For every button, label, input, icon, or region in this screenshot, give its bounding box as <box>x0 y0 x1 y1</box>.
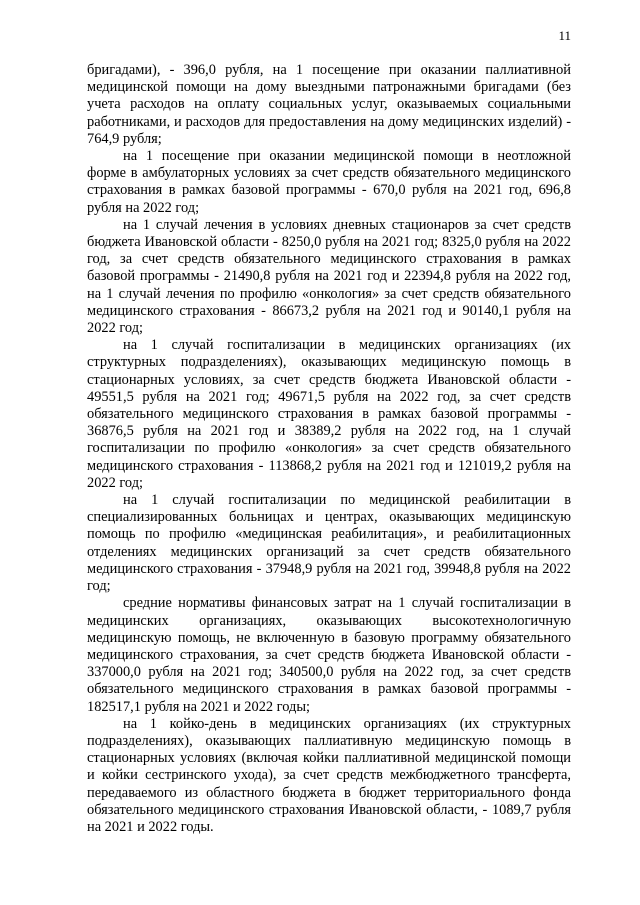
document-body <box>87 62 571 836</box>
paragraph-high-tech-care: средние нормативы финансовых затрат на 1 случай госпитализации в медицинских организациях, оказывающих высокотехнологичную медицинскую помощь, не включенную в базовую программу обязательного медицинского страхования, за счет средств бюджета Ивановской области - 337000,0 рубля на 2021 год; 340500,0 рубля на 2022 год, за счет средств обязательного медицинского страхования в рамках базовой программы - 182517,1 рубля на 2021 и 2022 годы; <box>87 595 571 715</box>
paragraph-continuation: бригадами), - 396,0 рубля, на 1 посещение при оказании паллиативной медицинской помощи на дому выездными патронажными бригадами (без учета расходов на оплату социальных услуг, оказываемых социальными работниками, и расходов для предоставления на дому медицинских изделий) - 764,9 рубля; <box>87 62 571 147</box>
paragraph-hospitalization-case: на 1 случай госпитализации в медицинских организациях (их структурных подразделениях), оказывающих медицинскую помощь в стационарных условиях, за счет средств бюджета Ивановской области - 49551,5 рубля на 2021 год; 49671,5 рубля на 2022 год, за счет средств обязательного медицинского страхования в рамках базовой программы - 36876,5 рубля на 2021 год и 38389,2 рубля на 2022 год, на 1 случай госпитализации по профилю «онкология» за счет средств обязательного медицинского страхования - 113868,2 рубля на 2021 год и 121019,2 рубля на 2022 год; <box>87 337 571 491</box>
paragraph-bed-day: на 1 койко-день в медицинских организациях (их структурных подразделениях), оказывающих паллиативную медицинскую помощь в стационарных условиях (включая койки паллиативной медицинской помощи и койки сестринского ухода), за счет средств межбюджетного трансферта, передаваемого из областного бюджета в бюджет территориального фонда обязательного медицинского страхования Ивановской области, - 1089,7 рубля на 2021 и 2022 годы. <box>87 715 571 835</box>
paragraph-day-hospital-case: на 1 случай лечения в условиях дневных стационаров за счет средств бюджета Ивановской области - 8250,0 рубля на 2021 год; 8325,0 рубля на 2022 год, за счет средств обязательного медицинского страхования в рамках базовой программы - 21490,8 рубля на 2021 год и 22394,8 рубля на 2022 год, на 1 случай лечения по профилю «онкология» за счет средств обязательного медицинского страхования - 86673,2 рубля на 2021 год и 90140,1 рубля на 2022 год; <box>87 216 571 337</box>
paragraph-urgent-care-visit: на 1 посещение при оказании медицинской помощи в неотложной форме в амбулаторных условиях за счет средств обязательного медицинского страхования в рамках базовой программы - 670,0 рубля на 2021 год, 696,8 рубля на 2022 год; <box>87 148 571 216</box>
page-number: 11 <box>558 28 571 43</box>
paragraph-rehabilitation-case: на 1 случай госпитализации по медицинской реабилитации в специализированных больницах и центрах, оказывающих медицинскую помощь по профилю «медицинская реабилитация», и реабилитационных отделениях медицинских организаций за счет средств обязательного медицинского страхования - 37948,9 рубля на 2021 год, 39948,8 рубля на 2022 год; <box>87 492 571 595</box>
